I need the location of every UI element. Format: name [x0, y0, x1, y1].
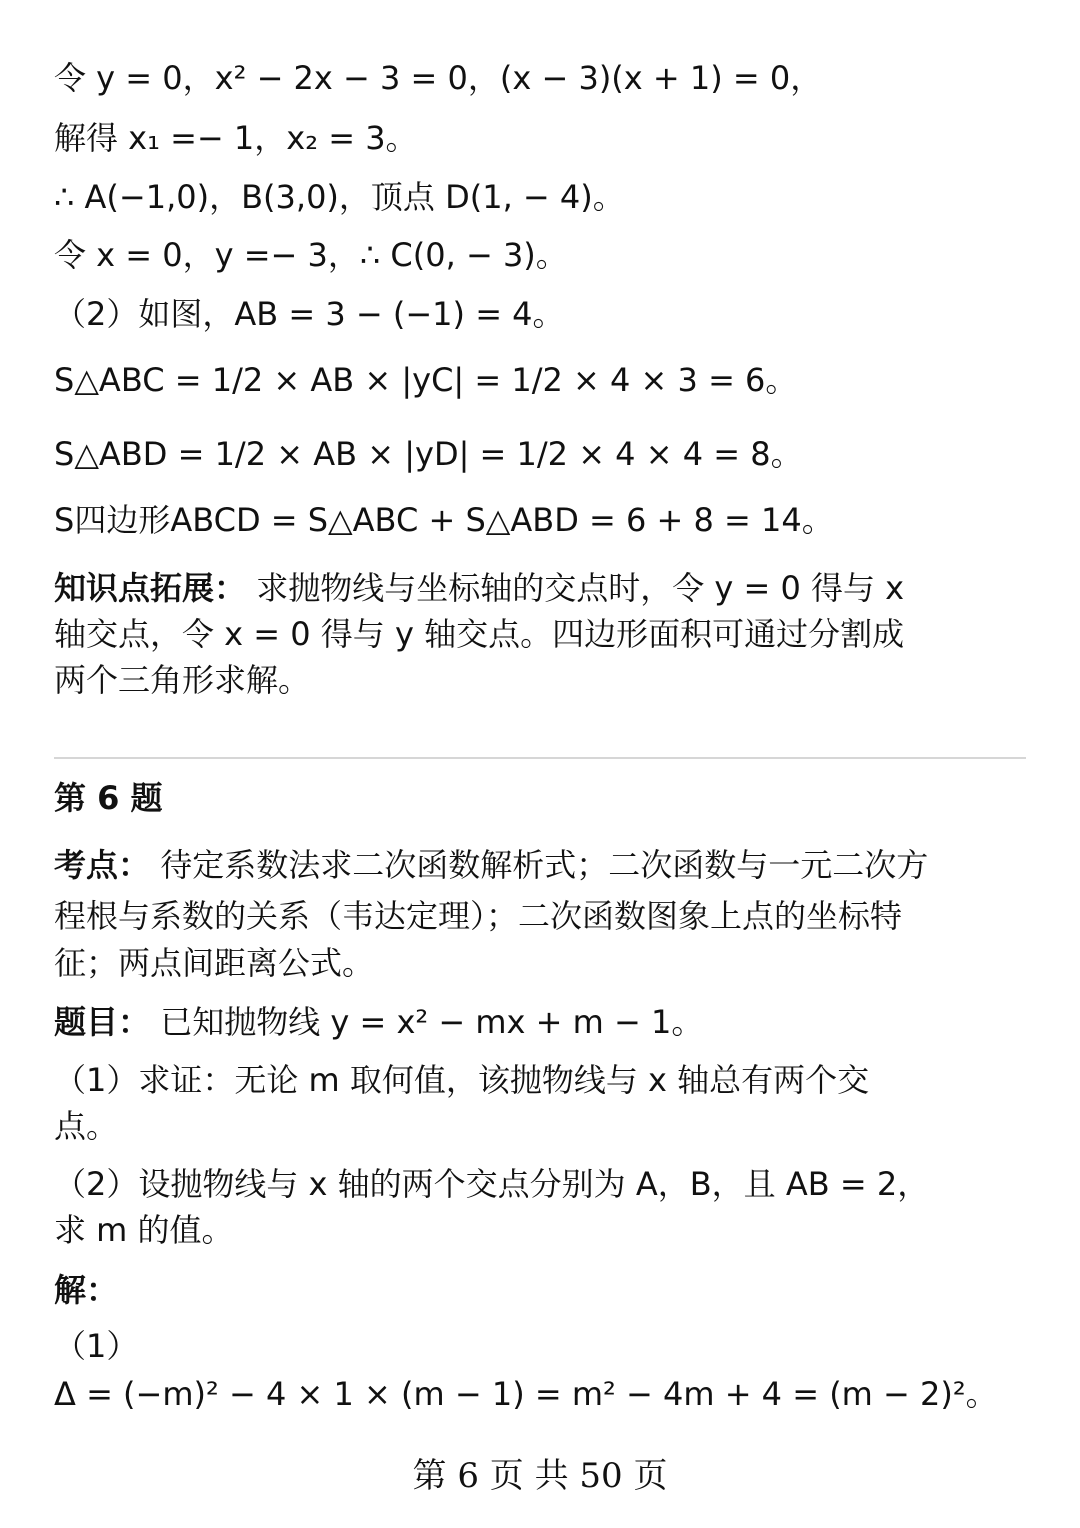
part1-line-2: 点。 [54, 1107, 119, 1145]
section-divider [54, 757, 1026, 759]
line-2: 解得 x₁ =− 1，x₂ = 3。 [54, 119, 418, 157]
kaodian-line-2: 程根与系数的关系（韦达定理）；二次函数图象上点的坐标特 [54, 897, 903, 935]
knowledge-line-2: 轴交点，令 x = 0 得与 y 轴交点。四边形面积可通过分割成 [54, 615, 905, 653]
line-5: （2）如图，AB = 3 − (−1) = 4。 [54, 295, 565, 333]
knowledge-line-3: 两个三角形求解。 [54, 661, 311, 699]
kaodian-line-1 [54, 845, 1040, 885]
knowledge-text-1: 求抛物线与坐标轴的交点时，令 y = 0 得与 x [256, 569, 905, 607]
line-area-abcd: S四边形ABCD = S△ABC + S△ABD = 6 + 8 = 14。 [54, 501, 834, 539]
line-3: ∴ A(−1,0)，B(3,0)，顶点 D(1, − 4)。 [54, 178, 625, 216]
kaodian-line-3: 征；两点间距离公式。 [54, 944, 375, 982]
knowledge-line-1 [54, 568, 1040, 608]
part2-line-2: 求 m 的值。 [54, 1211, 234, 1249]
kaodian-text-1: 待定系数法求二次函数解析式；二次函数与一元二次方 [160, 846, 929, 884]
delta-line: Δ = (−m)² − 4 × 1 × (m − 1) = m² − 4m + 4 = (m − 2)²。 [54, 1375, 998, 1413]
part1-line-1: （1）求证：无论 m 取何值，该抛物线与 x 轴总有两个交 [54, 1061, 870, 1099]
part2-line-1: （2）设抛物线与 x 轴的两个交点分别为 A，B，且 AB = 2， [54, 1165, 930, 1203]
timu-line [54, 1002, 1040, 1042]
kaodian-label: 考点： [54, 846, 151, 884]
timu-label: 题目： [54, 1003, 151, 1041]
question-title: 第 6 题 [54, 779, 163, 817]
line-4: 令 x = 0，y =− 3，∴ C(0, − 3)。 [54, 236, 568, 274]
knowledge-label: 知识点拓展： [54, 569, 247, 607]
line-area-abc: S△ABC = 1/2 × AB × |yC| = 1/2 × 4 × 3 = 6。 [54, 361, 798, 399]
jie-label: 解： [54, 1271, 119, 1309]
line-1: 令 y = 0，x² − 2x − 3 = 0，(x − 3)(x + 1) = 0， [54, 59, 823, 97]
page-footer: 第 6 页 共 50 页 [412, 1456, 668, 1496]
timu-text: 已知抛物线 y = x² − mx + m − 1。 [160, 1003, 704, 1041]
solution-part1-label: （1） [54, 1327, 139, 1365]
line-area-abd: S△ABD = 1/2 × AB × |yD| = 1/2 × 4 × 4 = 8。 [54, 435, 803, 473]
